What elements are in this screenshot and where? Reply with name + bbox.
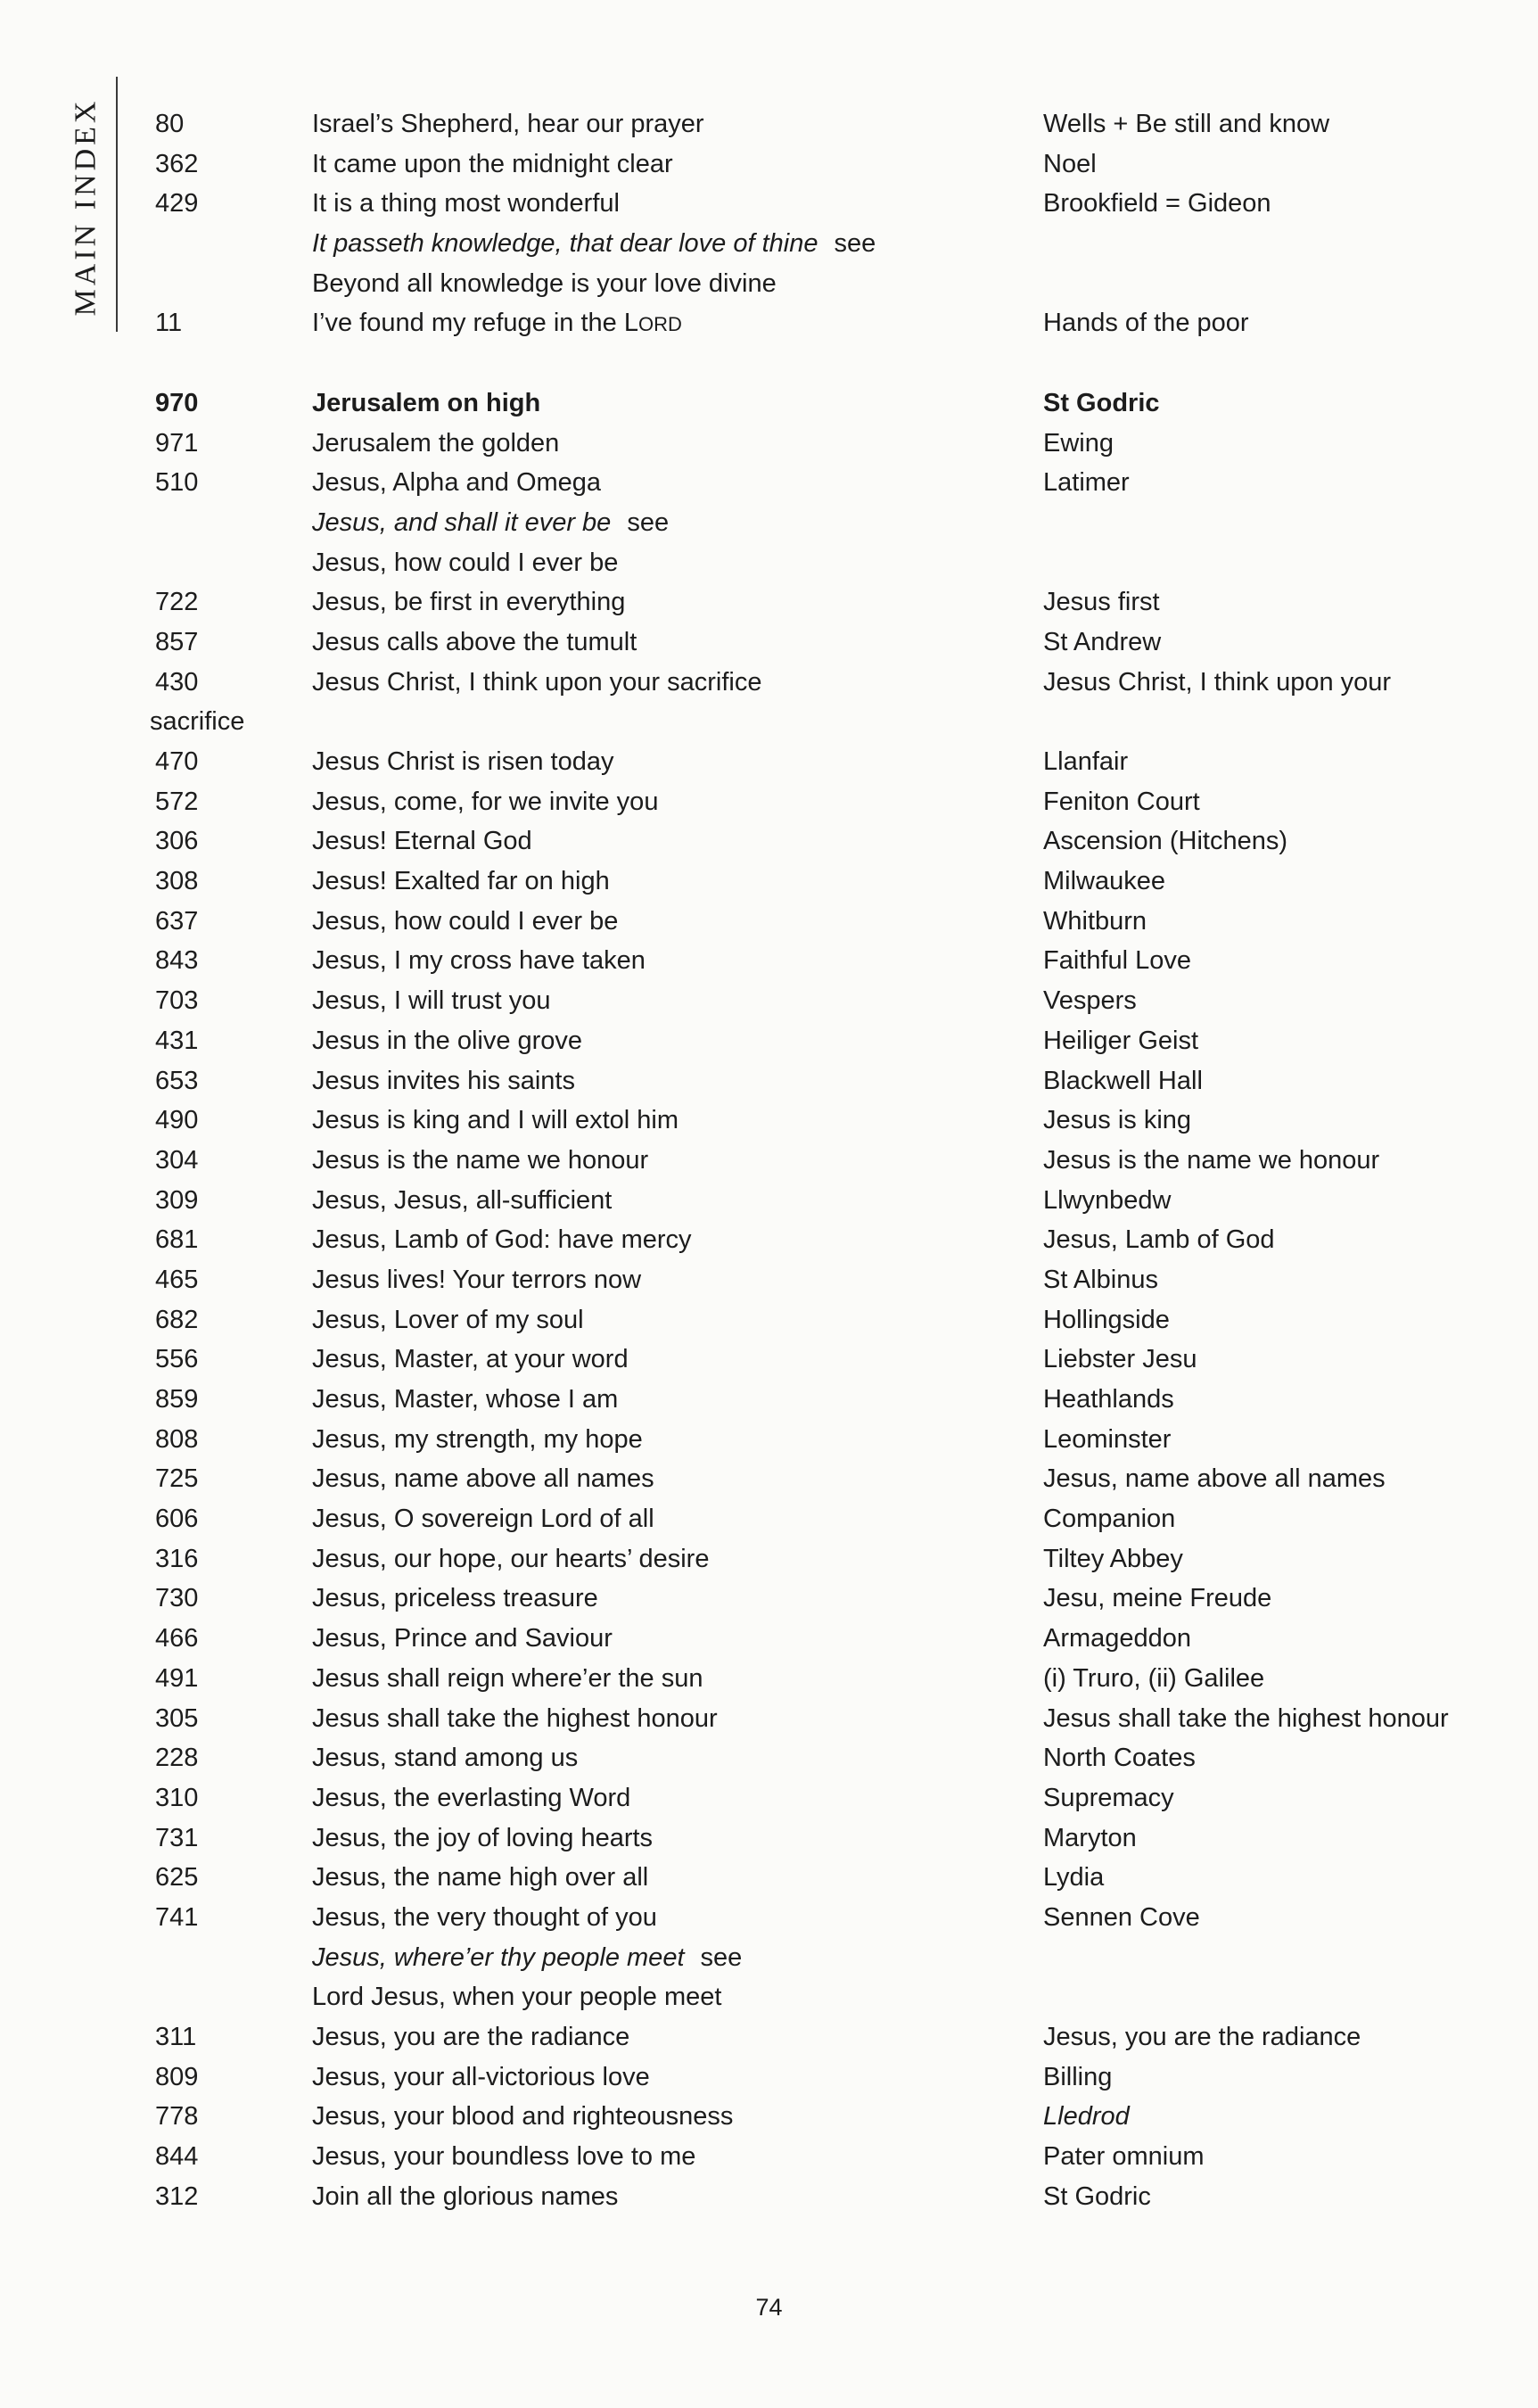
first-line (312, 1340, 629, 1380)
index-row (0, 104, 1538, 144)
first-line-text: Jesus! Exalted far on high (312, 867, 610, 896)
first-line-text: Jesus, Lamb of God: have mercy (312, 1225, 692, 1255)
first-line (312, 1738, 578, 1778)
first-line-text: Jesus, priceless treasure (312, 1584, 598, 1613)
tune-name: Latimer (1043, 468, 1130, 498)
first-line-text: I’ve found my refuge in the L (312, 309, 638, 338)
first-line-text: Jesus, Alpha and Omega (312, 468, 602, 498)
index-row (0, 1260, 1538, 1300)
tune-name: Liebster Jesu (1043, 1345, 1197, 1374)
tune-name: St Godric (1043, 2181, 1151, 2211)
first-line-text: Jesus, I will trust you (312, 986, 551, 1016)
hymn-number: 703 (155, 986, 199, 1016)
first-line (312, 1898, 657, 1938)
index-row (0, 1699, 1538, 1739)
index-row (0, 1659, 1538, 1699)
first-line-text: Jesus, how could I ever be (312, 548, 619, 577)
tune-name: Milwaukee (1043, 867, 1165, 896)
tune-name: Blackwell Hall (1043, 1066, 1203, 1095)
first-line (312, 1459, 654, 1499)
hymn-number: 653 (155, 1066, 199, 1095)
first-line-text: It is a thing most wonderful (312, 189, 620, 219)
first-line-text: Jesus, Master, at your word (312, 1345, 629, 1374)
hymn-number: 730 (155, 1584, 199, 1613)
hymn-number: 606 (155, 1505, 199, 1534)
tune-name: Billing (1043, 2062, 1113, 2091)
index-row (0, 582, 1538, 623)
tune-name: North Coates (1043, 1744, 1196, 1773)
first-line (312, 2097, 733, 2137)
hymn-number: 310 (155, 1783, 199, 1812)
first-line (312, 1420, 643, 1460)
tune-name: Jesus, you are the radiance (1043, 2023, 1361, 2051)
first-line-text: Jesus, the very thought of you (312, 1902, 657, 1932)
hymn-number: 465 (155, 1265, 199, 1294)
first-line-text: Jesus, you are the radiance (312, 2023, 630, 2051)
index-row (0, 623, 1538, 663)
hymn-number: 625 (155, 1863, 199, 1893)
index-row (0, 1459, 1538, 1499)
tune-name: Hollingside (1043, 1305, 1170, 1334)
first-line-text: Jesus, the joy of loving hearts (312, 1823, 654, 1852)
first-line-text: Jesus, be first in everything (312, 588, 626, 617)
first-line-text: Jesus in the olive grove (312, 1026, 583, 1055)
hymn-number: 470 (155, 747, 199, 776)
hymn-number: 844 (155, 2142, 199, 2172)
first-line (312, 1300, 584, 1340)
first-line-text: Jesus is the name we honour (312, 1145, 649, 1175)
hymn-number: 490 (155, 1106, 199, 1135)
index-row (0, 1220, 1538, 1260)
first-line (312, 1619, 613, 1659)
index-row (0, 1619, 1538, 1659)
first-line-text: Jesus, the everlasting Word (312, 1783, 631, 1812)
first-line-text: Jesus, O sovereign Lord of all (312, 1505, 654, 1534)
section-gap (0, 343, 1538, 383)
tune-name: Companion (1043, 1505, 1176, 1534)
first-line (312, 264, 777, 304)
index-row (0, 742, 1538, 782)
index-row (0, 2097, 1538, 2137)
hymn-number: 731 (155, 1823, 199, 1852)
tune-name: (i) Truro, (ii) Galilee (1043, 1663, 1265, 1693)
first-line-text: Jesus is king and I will extol him (312, 1106, 679, 1135)
first-line (312, 2058, 650, 2098)
first-line (312, 821, 532, 862)
index-row (0, 981, 1538, 1021)
first-line-text: Jesus Christ, I think upon your sacrifice (312, 667, 762, 697)
hymn-index-list (0, 104, 1538, 2216)
hymn-number: 305 (155, 1703, 199, 1733)
first-line-text: Jesus, your blood and righteousness (312, 2102, 734, 2132)
hymn-number: 431 (155, 1026, 199, 1055)
first-line (312, 1778, 630, 1818)
tune-name: Hands of the poor (1043, 309, 1249, 338)
index-row (0, 264, 1538, 304)
tune-name: St Andrew (1043, 627, 1162, 656)
tune-name: Jesus is king (1043, 1106, 1192, 1135)
hymn-number: sacrifice (150, 707, 245, 737)
index-row (0, 1818, 1538, 1859)
first-line-text: Jesus, our hope, our hearts’ desire (312, 1544, 710, 1573)
index-row (0, 184, 1538, 224)
first-line (312, 2017, 629, 2058)
index-row (0, 862, 1538, 902)
first-line-text: Jesus, your boundless love to me (312, 2142, 696, 2172)
first-line (312, 1101, 679, 1141)
index-row (0, 1778, 1538, 1818)
tune-name: Lydia (1043, 1863, 1105, 1893)
index-row (0, 1977, 1538, 2017)
index-row (0, 1539, 1538, 1579)
first-line (312, 941, 646, 981)
first-line-text: Lord Jesus, when your people meet (312, 1983, 722, 2012)
first-line (312, 902, 618, 942)
first-line-text: Jesus, and shall it ever be (312, 507, 612, 537)
page-number: 74 (755, 2294, 783, 2321)
tune-name: Jesus Christ, I think upon your (1043, 667, 1392, 697)
index-row (0, 782, 1538, 822)
first-line (312, 1699, 718, 1739)
tune-name: St Albinus (1043, 1265, 1158, 1294)
hymn-number: 308 (155, 867, 199, 896)
hymn-number: 971 (155, 428, 199, 458)
first-line (312, 224, 876, 264)
index-row (0, 1141, 1538, 1181)
see-reference: see (834, 229, 876, 259)
first-line (312, 1181, 612, 1221)
first-line (312, 1818, 653, 1859)
first-line (312, 1499, 654, 1539)
first-line (312, 1579, 598, 1619)
first-line (312, 742, 613, 782)
tune-name: Heiliger Geist (1043, 1026, 1199, 1055)
index-row (0, 663, 1538, 703)
first-line-text: Jesus, the name high over all (312, 1863, 649, 1893)
tune-name: Faithful Love (1043, 946, 1192, 976)
hymn-number: 637 (155, 906, 199, 936)
first-line-text: Jesus, Jesus, all-sufficient (312, 1185, 613, 1215)
tune-name: Ascension (Hitchens) (1043, 827, 1287, 856)
tune-name: St Godric (1043, 388, 1160, 417)
first-line (312, 543, 618, 583)
index-row (0, 1420, 1538, 1460)
tune-name: Jesus first (1043, 588, 1160, 617)
hymn-number: 970 (155, 388, 199, 417)
hymn-number: 11 (155, 309, 183, 338)
index-row (0, 2137, 1538, 2177)
hymn-number: 312 (155, 2181, 199, 2211)
first-line-text: Jesus Christ is risen today (312, 747, 614, 776)
first-line (312, 1220, 692, 1260)
hymn-number: 857 (155, 627, 199, 656)
index-row (0, 303, 1538, 343)
index-row (0, 1340, 1538, 1380)
first-line-text: Jesus, how could I ever be (312, 906, 619, 936)
hymn-number: 362 (155, 149, 199, 178)
tune-name: Jesu, meine Freude (1043, 1584, 1272, 1613)
hymn-number: 681 (155, 1225, 199, 1255)
first-line (312, 1260, 641, 1300)
index-row (0, 224, 1538, 264)
tune-name: Tiltey Abbey (1043, 1544, 1183, 1573)
first-line-text: Jerusalem on high (312, 388, 541, 417)
first-line-text: Jesus shall reign where’er the sun (312, 1663, 703, 1693)
first-line (312, 463, 601, 503)
hymn-number: 430 (155, 667, 199, 697)
hymn-number: 429 (155, 189, 199, 219)
tune-name: Jesus is the name we honour (1043, 1145, 1380, 1175)
index-row (0, 1101, 1538, 1141)
hymn-number: 304 (155, 1145, 199, 1175)
first-line-text: Jesus calls above the tumult (312, 627, 637, 656)
hymn-number: 725 (155, 1464, 199, 1494)
first-line (312, 1938, 742, 1978)
tune-name: Armageddon (1043, 1624, 1192, 1653)
index-row (0, 1499, 1538, 1539)
index-row (0, 424, 1538, 464)
hymn-number: 306 (155, 827, 199, 856)
side-title-text: MAIN INDEX (69, 97, 103, 317)
first-line (312, 1380, 618, 1420)
first-line-text: Jesus, where’er thy people meet (312, 1942, 685, 1972)
hymn-number: 228 (155, 1744, 199, 1773)
tune-name: Brookfield = Gideon (1043, 189, 1271, 219)
index-row (0, 2058, 1538, 2098)
hymn-number: 722 (155, 588, 199, 617)
hymn-number: 556 (155, 1345, 199, 1374)
first-line (312, 582, 625, 623)
index-row (0, 1738, 1538, 1778)
small-caps-text: ORD (637, 313, 682, 336)
tune-name: Wells + Be still and know (1043, 110, 1330, 138)
index-row (0, 821, 1538, 862)
hymn-number: 80 (155, 110, 185, 138)
hymn-number: 311 (155, 2023, 197, 2051)
index-row (0, 1181, 1538, 1221)
tune-name: Noel (1043, 149, 1097, 178)
hymn-number: 572 (155, 787, 199, 816)
first-line (312, 303, 682, 345)
hymn-number: 808 (155, 1424, 199, 1454)
index-row (0, 2177, 1538, 2217)
tune-name: Supremacy (1043, 1783, 1174, 1812)
index-row (0, 1898, 1538, 1938)
hymn-number: 843 (155, 946, 199, 976)
tune-name: Maryton (1043, 1823, 1137, 1852)
tune-name: Leominster (1043, 1424, 1172, 1454)
first-line-text: Jesus, I my cross have taken (312, 946, 646, 976)
first-line-text: Jesus, Master, whose I am (312, 1385, 619, 1414)
tune-name: Feniton Court (1043, 787, 1200, 816)
first-line-text: Jesus, stand among us (312, 1744, 579, 1773)
first-line (312, 981, 551, 1021)
first-line-text: Jesus, name above all names (312, 1464, 654, 1494)
first-line-text: It passeth knowledge, that dear love of thine (312, 229, 818, 259)
first-line (312, 1539, 709, 1579)
first-line (312, 383, 540, 424)
hymn-number: 859 (155, 1385, 199, 1414)
index-row (0, 1858, 1538, 1898)
first-line (312, 782, 658, 822)
hymn-number: 778 (155, 2102, 199, 2132)
hymn-number: 309 (155, 1185, 199, 1215)
index-row (0, 503, 1538, 543)
hymn-number: 316 (155, 1544, 199, 1573)
first-line (312, 1141, 648, 1181)
tune-name: Lledrod (1043, 2102, 1130, 2132)
first-line (312, 104, 704, 144)
first-line-text: Jesus, Prince and Saviour (312, 1624, 613, 1653)
hymn-number: 741 (155, 1902, 199, 1932)
first-line (312, 2137, 695, 2177)
first-line-text: Jesus, your all-victorious love (312, 2062, 650, 2091)
tune-name: Llwynbedw (1043, 1185, 1172, 1215)
index-row (0, 383, 1538, 424)
index-row (0, 144, 1538, 185)
first-line-text: Jesus lives! Your terrors now (312, 1265, 642, 1294)
first-line (312, 2177, 618, 2217)
hymn-number: 491 (155, 1663, 199, 1693)
index-row (0, 1579, 1538, 1619)
hymn-number: 809 (155, 2062, 199, 2091)
index-row (0, 463, 1538, 503)
index-row (0, 543, 1538, 583)
tune-name: Pater omnium (1043, 2142, 1205, 2172)
first-line-text: Jesus shall take the highest honour (312, 1703, 718, 1733)
first-line-text: Israel’s Shepherd, hear our prayer (312, 110, 704, 138)
index-row (0, 702, 1538, 742)
tune-name: Whitburn (1043, 906, 1147, 936)
first-line (312, 503, 669, 543)
first-line (312, 1061, 575, 1101)
index-row (0, 1061, 1538, 1101)
first-line-text: Beyond all knowledge is your love divine (312, 268, 777, 298)
index-row (0, 902, 1538, 942)
first-line (312, 424, 559, 464)
first-line-text: Jesus invites his saints (312, 1066, 575, 1095)
tune-name: Heathlands (1043, 1385, 1174, 1414)
first-line (312, 623, 637, 663)
first-line (312, 1977, 721, 2017)
tune-name: Jesus shall take the highest honour (1043, 1703, 1449, 1733)
first-line-text: Jesus, come, for we invite you (312, 787, 659, 816)
first-line (312, 663, 761, 703)
index-row (0, 941, 1538, 981)
index-row (0, 1938, 1538, 1978)
index-row (0, 1300, 1538, 1340)
tune-name: Vespers (1043, 986, 1137, 1016)
tune-name: Jesus, name above all names (1043, 1464, 1386, 1494)
first-line (312, 862, 610, 902)
first-line-text: Jesus! Eternal God (312, 827, 532, 856)
first-line-text: Join all the glorious names (312, 2181, 619, 2211)
index-row (0, 1021, 1538, 1061)
index-row (0, 1380, 1538, 1420)
first-line-text: Jesus, my strength, my hope (312, 1424, 643, 1454)
tune-name: Ewing (1043, 428, 1114, 458)
hymn-number: 510 (155, 468, 199, 498)
first-line (312, 1659, 703, 1699)
first-line (312, 144, 673, 185)
first-line (312, 1021, 582, 1061)
hymn-number: 466 (155, 1624, 199, 1653)
hymn-number: 682 (155, 1305, 199, 1334)
see-reference: see (700, 1942, 743, 1972)
tune-name: Sennen Cove (1043, 1902, 1200, 1932)
first-line (312, 1858, 648, 1898)
tune-name: Llanfair (1043, 747, 1129, 776)
first-line-text: Jerusalem the golden (312, 428, 560, 458)
tune-name: Jesus, Lamb of God (1043, 1225, 1275, 1255)
first-line-text: Jesus, Lover of my soul (312, 1305, 584, 1334)
first-line (312, 184, 620, 224)
see-reference: see (627, 507, 670, 537)
index-row (0, 2017, 1538, 2058)
first-line-text: It came upon the midnight clear (312, 149, 673, 178)
